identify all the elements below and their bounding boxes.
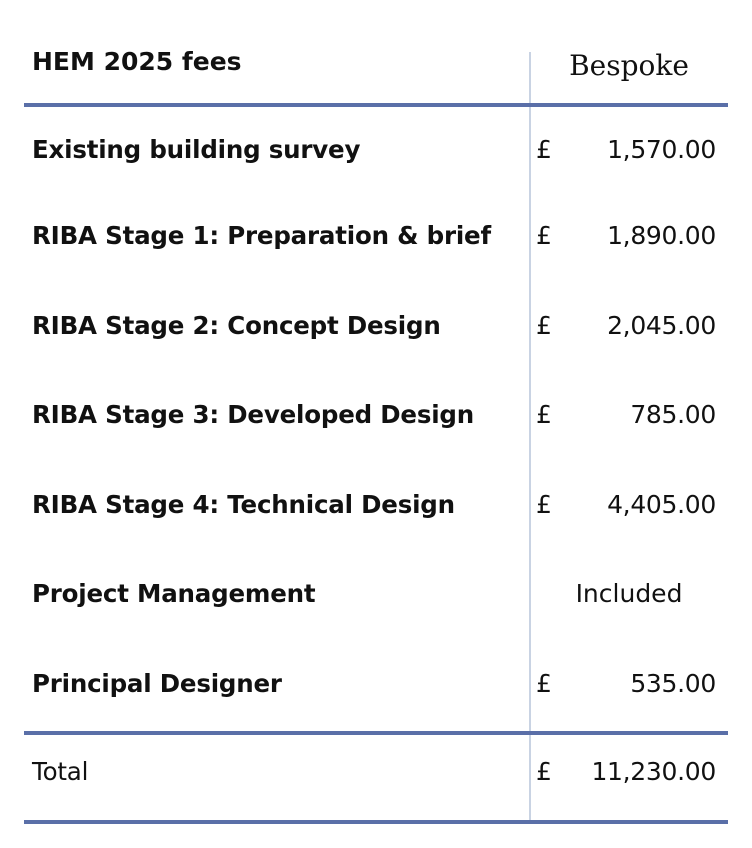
currency-symbol: £ bbox=[536, 490, 552, 519]
table-row-project-management bbox=[0, 574, 752, 614]
row-label: RIBA Stage 4: Technical Design bbox=[32, 490, 455, 519]
currency-symbol: £ bbox=[536, 311, 552, 340]
table-row-riba-stage-4 bbox=[0, 485, 752, 525]
row-amount: 1,570.00 bbox=[607, 135, 716, 164]
table-title: HEM 2025 fees bbox=[32, 47, 242, 76]
included-value: Included bbox=[575, 579, 683, 608]
bottom-rule bbox=[24, 820, 728, 824]
total-label: Total bbox=[32, 757, 89, 786]
row-label: RIBA Stage 1: Preparation & brief bbox=[32, 221, 491, 250]
row-amount: 785.00 bbox=[630, 400, 716, 429]
table-row-existing-building-survey bbox=[0, 130, 752, 170]
row-label: RIBA Stage 3: Developed Design bbox=[32, 400, 474, 429]
table-row-riba-stage-3 bbox=[0, 395, 752, 435]
row-amount: 1,890.00 bbox=[607, 221, 716, 250]
currency-symbol: £ bbox=[536, 221, 552, 250]
row-label: RIBA Stage 2: Concept Design bbox=[32, 311, 441, 340]
row-label: Existing building survey bbox=[32, 135, 361, 164]
currency-symbol: £ bbox=[536, 135, 552, 164]
currency-symbol: £ bbox=[536, 400, 552, 429]
total-rule bbox=[24, 731, 728, 735]
table-row-riba-stage-1 bbox=[0, 216, 752, 256]
column-header-bespoke: Bespoke bbox=[569, 49, 689, 82]
currency-symbol: £ bbox=[536, 669, 552, 698]
row-label: Project Management bbox=[32, 579, 316, 608]
currency-symbol: £ bbox=[536, 757, 552, 786]
row-amount: 4,405.00 bbox=[607, 490, 716, 519]
table-row-riba-stage-2 bbox=[0, 306, 752, 346]
table-row-principal-designer bbox=[0, 664, 752, 704]
row-amount: 2,045.00 bbox=[607, 311, 716, 340]
header-rule bbox=[24, 103, 728, 107]
row-amount: 535.00 bbox=[630, 669, 716, 698]
total-amount: 11,230.00 bbox=[591, 757, 716, 786]
row-label: Principal Designer bbox=[32, 669, 282, 698]
table-row-total bbox=[0, 752, 752, 792]
